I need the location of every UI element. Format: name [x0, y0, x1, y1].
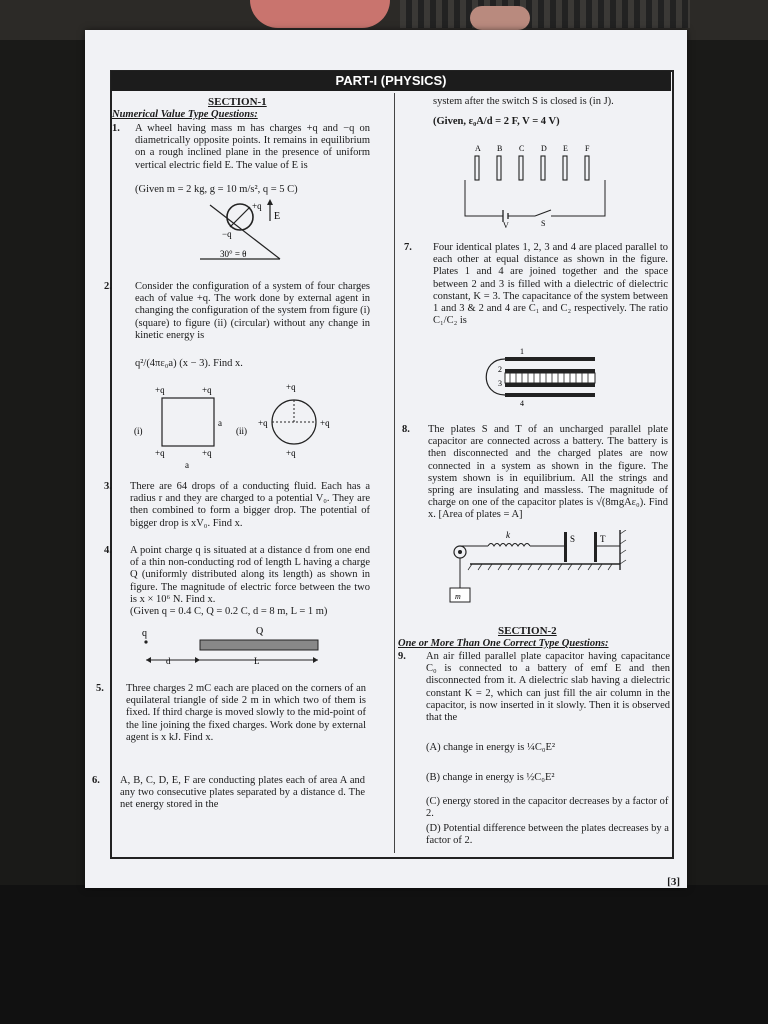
q6-plate-labels: [475, 144, 590, 153]
q6-number: 6.: [92, 775, 100, 786]
svg-text:+q: +q: [286, 382, 296, 392]
q6-plate-D: [541, 156, 545, 180]
q4-rod-figure: [138, 620, 338, 668]
section2-subtitle: One or More Than One Correct Type Questions:: [398, 638, 609, 649]
q2-text: Consider the configuration of a system of four charges each of value +q. The work done by external agent in changing the configuration of the system from figure (i) (square) to figure (ii) (circular) without any change in kinetic energy is: [135, 281, 371, 341]
q2-number: 2.: [104, 281, 112, 292]
q6-plate-C: [519, 156, 523, 180]
q6-plate-F: [585, 156, 589, 180]
q7-label-2: 2: [498, 365, 502, 374]
q5-text: Three charges 2 mC each are placed on the corners of an equilateral triangle of side 2 m in which two of them is fixed. If third charge is moved slowly to the mid-point of the line joining the fixed charges. Work done by external agent is x kJ. Find x.: [126, 683, 366, 743]
q1-wheel-figure: [200, 197, 310, 265]
q8-k-label: k: [506, 530, 510, 540]
q5-number: 5.: [96, 683, 104, 694]
q7-plates-figure: [480, 345, 610, 407]
q9-option-d: (D) Potential difference between the plates decreases by a factor of 2.: [426, 823, 669, 847]
svg-text:+q: +q: [320, 418, 330, 428]
q8-text: The plates S and T of an uncharged parallel plate capacitor are connected across a battery. The battery is then disconnected and the charged plates are now connected in a system as shown in the figure. The system shown is in equilibrium. All the strings and spring are insulating and massless. The magnitude of charge on one of the capacitor plates is √(8mgAε₀). Find x. [Area of plates = A]: [428, 424, 668, 521]
svg-text:+q: +q: [258, 418, 268, 428]
q4-L-label: L: [254, 656, 260, 666]
q6-text: A, B, C, D, E, F are conducting plates each of area A and any two consecutive plates separated by a distance d. The net energy stored in the: [120, 775, 365, 811]
svg-text:a: a: [185, 460, 189, 470]
section2-title: SECTION-2: [498, 625, 557, 637]
q4-Q-label: Q: [256, 626, 264, 637]
q4-q-label: q: [142, 628, 147, 639]
q4-d-label: d: [166, 656, 171, 666]
q9-option-c: (C) energy stored in the capacitor decreases by a factor of 2.: [426, 796, 669, 820]
q6-continued: system after the switch S is closed is (in J).: [433, 96, 614, 107]
page-number: [3]: [667, 876, 680, 888]
q1-field-label: E: [274, 211, 281, 222]
svg-text:+q: +q: [286, 448, 296, 458]
q2-q-label: +q: [155, 385, 165, 395]
q2-formula: q²/(4πε₀a) (x − 3). Find x.: [135, 358, 243, 369]
q3-text: There are 64 drops of a conducting fluid. Each has a radius r and they are charged to a potential V₀. They are then combined to form a bigger drop. The potential of bigger drop is xV₀. Find x.: [130, 481, 370, 529]
q2-a-label: a: [218, 418, 222, 428]
q6-plate-label-E: E: [563, 144, 568, 153]
background-hand: [470, 6, 530, 30]
q6-plate-label-D: D: [541, 144, 547, 153]
q7-label-3: 3: [498, 379, 502, 388]
q1-text: A wheel having mass m has charges +q and −q on diametrically opposite points. It remains in equilibrium on a rough inclined plane in the presence of uniform vertical electric field E. The value of E is: [135, 123, 370, 171]
q2-ii-label: (ii): [236, 426, 247, 436]
q6-plate-label-B: B: [497, 144, 503, 153]
q9-text: An air filled parallel plate capacitor having capacitance C₀ is connected to a battery of emf E and then disconnected from it. A dielectric slab having a dielectric constant K = 2, which can just fill the air column in the capacitor, is now inserted in it slowly. Then it is observed that the: [426, 651, 670, 724]
q6-given: (Given, ε₀A/d = 2 F, V = 4 V): [433, 116, 560, 127]
q7-number: 7.: [404, 242, 412, 253]
q2-i-label: (i): [134, 426, 143, 436]
q2-charge-figures: [130, 378, 360, 470]
background-cloth: [250, 0, 390, 28]
q6-S-label: S: [541, 219, 546, 228]
q4-number: 4.: [104, 545, 112, 556]
q1-given: (Given m = 2 kg, g = 10 m/s², q = 5 C): [135, 184, 298, 195]
q7-text: Four identical plates 1, 2, 3 and 4 are placed parallel to each other at equal distance as shown in the figure. Plates 1 and 4 are joined together and the space between 2 and 3 is filled with a dielectric of dielectric constant, K = 3. The capacitance of the system between 1 and 3 & 2 and 4 are C₁ and C₂ respectively. The ratio C₁/C₂ is: [433, 242, 668, 327]
q1-minus-label: −q: [222, 229, 232, 239]
q1-number: 1.: [112, 123, 120, 134]
q9-option-a: (A) change in energy is ¼C₀E²: [426, 742, 556, 753]
q8-m-label: m: [455, 592, 461, 601]
q8-number: 8.: [402, 424, 410, 435]
svg-text:+q: +q: [202, 385, 212, 395]
q6-plate-label-F: F: [585, 144, 590, 153]
q9-option-b: (B) change in energy is ½C₀E²: [426, 772, 555, 783]
q8-spring-figure: [448, 530, 638, 610]
svg-text:+q: +q: [202, 448, 212, 458]
q6-plate-label-A: A: [475, 144, 481, 153]
page-header: PART-I (PHYSICS): [111, 71, 671, 91]
q6-plate-label-C: C: [519, 144, 525, 153]
q6-plates-circuit: [455, 140, 625, 228]
column-divider: [394, 93, 395, 853]
q1-angle-label: 30° = θ: [220, 249, 247, 259]
q6-plate-B: [497, 156, 501, 180]
q8-T-label: T: [600, 534, 606, 544]
q8-S-label: S: [570, 534, 576, 544]
q4-text: A point charge q is situated at a distance d from one end of a thin non-conducting rod of length L having a charge Q (uniformly distributed along its length) as shown in figure. The magnitude of electric force between the two is x × 10⁶ N. Find x.: [130, 545, 370, 605]
q6-V-label: V: [503, 221, 509, 228]
svg-text:+q: +q: [155, 448, 165, 458]
q7-label-1: 1: [520, 347, 524, 356]
q6-plate-E: [563, 156, 567, 180]
q4-given: (Given q = 0.4 C, Q = 0.2 C, d = 8 m, L = 1 m): [130, 606, 328, 617]
section1-subtitle: Numerical Value Type Questions:: [112, 109, 258, 120]
section1-title: SECTION-1: [208, 96, 267, 108]
photo-background-bottom: [0, 885, 768, 1024]
q1-plus-label: +q: [252, 201, 262, 211]
q9-number: 9.: [398, 651, 406, 662]
q6-plate-A: [475, 156, 479, 180]
q7-label-4: 4: [520, 399, 524, 407]
q3-number: 3.: [104, 481, 112, 492]
background-grid: [400, 0, 690, 28]
